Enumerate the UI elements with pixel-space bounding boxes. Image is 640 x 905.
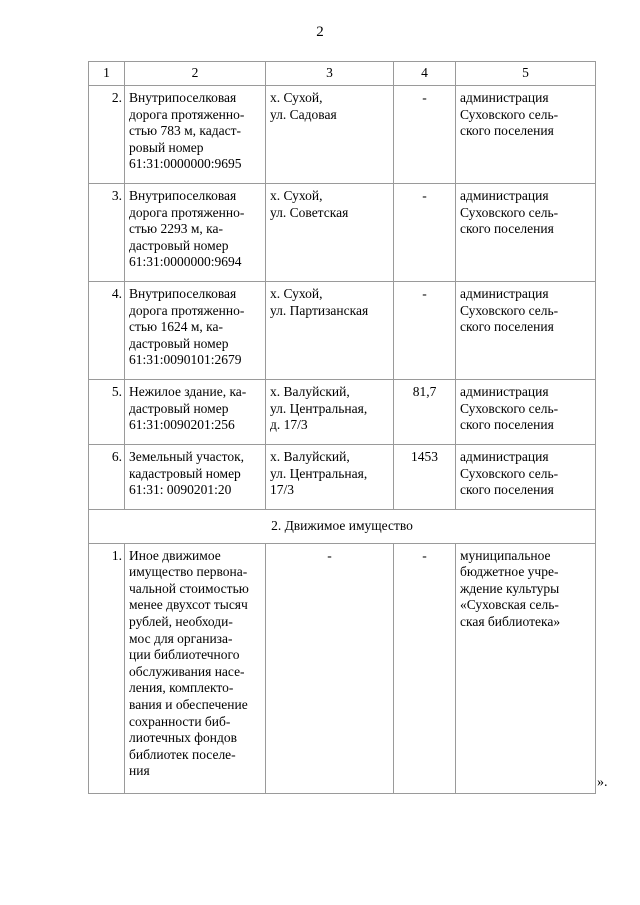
- cell-text-line: рублей, необходи-: [129, 613, 233, 629]
- cell-text-line: ровый номер: [129, 139, 204, 155]
- cell-text-line: кадастровый номер: [129, 465, 241, 481]
- cell-text-line: х. Сухой,: [270, 286, 323, 301]
- cell-text-line: ул. Садовая: [270, 106, 337, 122]
- cell-text-line: дорога протяженно-: [129, 106, 245, 122]
- cell-text-line: ского поселения: [460, 221, 554, 237]
- cell-text-line: х. Сухой,: [270, 188, 323, 203]
- holder-cell: [456, 184, 596, 282]
- cell-text-line: менее двухсот тысяч: [129, 597, 248, 613]
- address-cell: [266, 543, 394, 793]
- cell-text-line: дорога протяженно-: [129, 302, 245, 318]
- area-cell: 81,7: [394, 380, 456, 445]
- row-number: 5.: [89, 380, 125, 445]
- cell-text-line: х. Валуйский,: [270, 384, 350, 399]
- cell-text-line: дорога протяженно-: [129, 204, 245, 220]
- row-number: 2.: [89, 86, 125, 184]
- address-cell: [266, 445, 394, 510]
- cell-text-line: ления, комплекто-: [129, 680, 234, 696]
- cell-text-line: Нежилое здание, ка-: [129, 384, 247, 399]
- header-cell: 5: [456, 62, 596, 86]
- table-row: [89, 380, 596, 445]
- cell-text-line: ул. Партизанская: [270, 302, 369, 318]
- cell-text-line: вания и обеспечение: [129, 696, 248, 712]
- table-row: [89, 543, 596, 793]
- cell-text-line: имущество первона-: [129, 564, 248, 580]
- cell-text-line: Иное движимое: [129, 547, 221, 563]
- header-cell: 1: [89, 62, 125, 86]
- cell-text-line: мос для организа-: [129, 630, 233, 646]
- table-row: [89, 86, 596, 184]
- cell-text-line: стью 1624 м, ка-: [129, 319, 224, 335]
- row-number: 1.: [89, 543, 125, 793]
- object-name-cell: [125, 445, 266, 510]
- object-name-cell: [125, 282, 266, 380]
- area-cell: -: [394, 86, 456, 184]
- cell-text-line: ждение культуры: [460, 580, 560, 596]
- cell-text-line: ского поселения: [460, 482, 554, 498]
- object-name-cell: [125, 184, 266, 282]
- row-number: 3.: [89, 184, 125, 282]
- cell-text-line: дастровый номер: [129, 237, 229, 253]
- cell-text-line: Земельный участок,: [129, 449, 245, 464]
- holder-cell: [456, 380, 596, 445]
- cell-text-line: администрация: [460, 188, 549, 203]
- holder-cell: [456, 543, 596, 793]
- cell-text-line: ул. Центральная,: [270, 400, 368, 416]
- address-cell: [266, 86, 394, 184]
- header-cell: 4: [394, 62, 456, 86]
- cell-text-line: ская библиотека»: [460, 613, 561, 629]
- cell-text-line: ского поселения: [460, 417, 554, 433]
- holder-cell: [456, 445, 596, 510]
- cell-text-line: ния: [129, 763, 150, 779]
- object-name-cell: [125, 86, 266, 184]
- object-name-cell: [125, 543, 266, 793]
- cell-text-line: бюджетное учре-: [460, 564, 559, 580]
- address-cell: [266, 184, 394, 282]
- section-title: 2. Движимое имущество: [89, 510, 596, 544]
- cell-text-line: администрация: [460, 449, 549, 464]
- cell-text-line: х. Сухой,: [270, 90, 323, 105]
- cell-text-line: дастровый номер: [129, 400, 229, 416]
- cell-text-line: Суховского сель-: [460, 400, 559, 416]
- cell-text-line: Суховского сель-: [460, 302, 559, 318]
- cell-text-line: администрация: [460, 286, 549, 301]
- area-cell: -: [394, 184, 456, 282]
- cell-text-line: 61:31: 0090201:20: [129, 482, 232, 498]
- cell-text-line: Внутрипоселковая: [129, 286, 237, 301]
- header-cell: 3: [266, 62, 394, 86]
- cell-text-line: лиотечных фондов: [129, 730, 238, 746]
- cell-text-line: обслуживания насе-: [129, 663, 245, 679]
- closing-quote-mark: ».: [597, 775, 608, 790]
- cell-text-line: 61:31:0000000:9694: [129, 254, 242, 270]
- holder-cell: [456, 282, 596, 380]
- cell-text-line: ул. Центральная,: [270, 465, 368, 481]
- cell-text-line: дастровый номер: [129, 335, 229, 351]
- cell-text-line: Суховского сель-: [460, 204, 559, 220]
- row-number: 6.: [89, 445, 125, 510]
- page-number: 2: [316, 24, 324, 40]
- cell-text-line: 61:31:0090201:256: [129, 417, 235, 433]
- cell-text-line: стью 2293 м, ка-: [129, 221, 224, 237]
- cell-text-line: администрация: [460, 90, 549, 105]
- cell-text-line: 61:31:0090101:2679: [129, 352, 242, 368]
- cell-text-line: ского поселения: [460, 319, 554, 335]
- cell-text-line: 61:31:0000000:9695: [129, 156, 242, 172]
- cell-text-line: Суховского сель-: [460, 465, 559, 481]
- section-row: [89, 510, 596, 544]
- cell-text-line: чальной стоимостью: [129, 580, 249, 596]
- cell-text-line: Внутрипоселковая: [129, 90, 237, 105]
- cell-text-line: «Суховская сель-: [460, 597, 559, 613]
- cell-text-line: 17/3: [270, 482, 295, 498]
- cell-text-line: х. Валуйский,: [270, 449, 350, 464]
- cell-text-line: -: [327, 547, 332, 563]
- cell-text-line: сохранности биб-: [129, 713, 231, 729]
- cell-text-line: стью 783 м, кадаст-: [129, 123, 242, 139]
- area-cell: -: [394, 282, 456, 380]
- header-cell: 2: [125, 62, 266, 86]
- property-table: [88, 61, 596, 794]
- cell-text-line: ул. Советская: [270, 204, 349, 220]
- table-header-row: [89, 62, 596, 86]
- address-cell: [266, 380, 394, 445]
- cell-text-line: д. 17/3: [270, 417, 308, 433]
- object-name-cell: [125, 380, 266, 445]
- table-row: [89, 445, 596, 510]
- cell-text-line: ции библиотечного: [129, 647, 240, 663]
- cell-text-line: библиотек поселе-: [129, 746, 236, 762]
- table-row: [89, 282, 596, 380]
- table-row: [89, 184, 596, 282]
- cell-text-line: муниципальное: [460, 547, 551, 563]
- cell-text-line: Внутрипоселковая: [129, 188, 237, 203]
- area-cell: -: [394, 543, 456, 793]
- holder-cell: [456, 86, 596, 184]
- cell-text-line: администрация: [460, 384, 549, 399]
- row-number: 4.: [89, 282, 125, 380]
- area-cell: 1453: [394, 445, 456, 510]
- cell-text-line: Суховского сель-: [460, 106, 559, 122]
- address-cell: [266, 282, 394, 380]
- cell-text-line: ского поселения: [460, 123, 554, 139]
